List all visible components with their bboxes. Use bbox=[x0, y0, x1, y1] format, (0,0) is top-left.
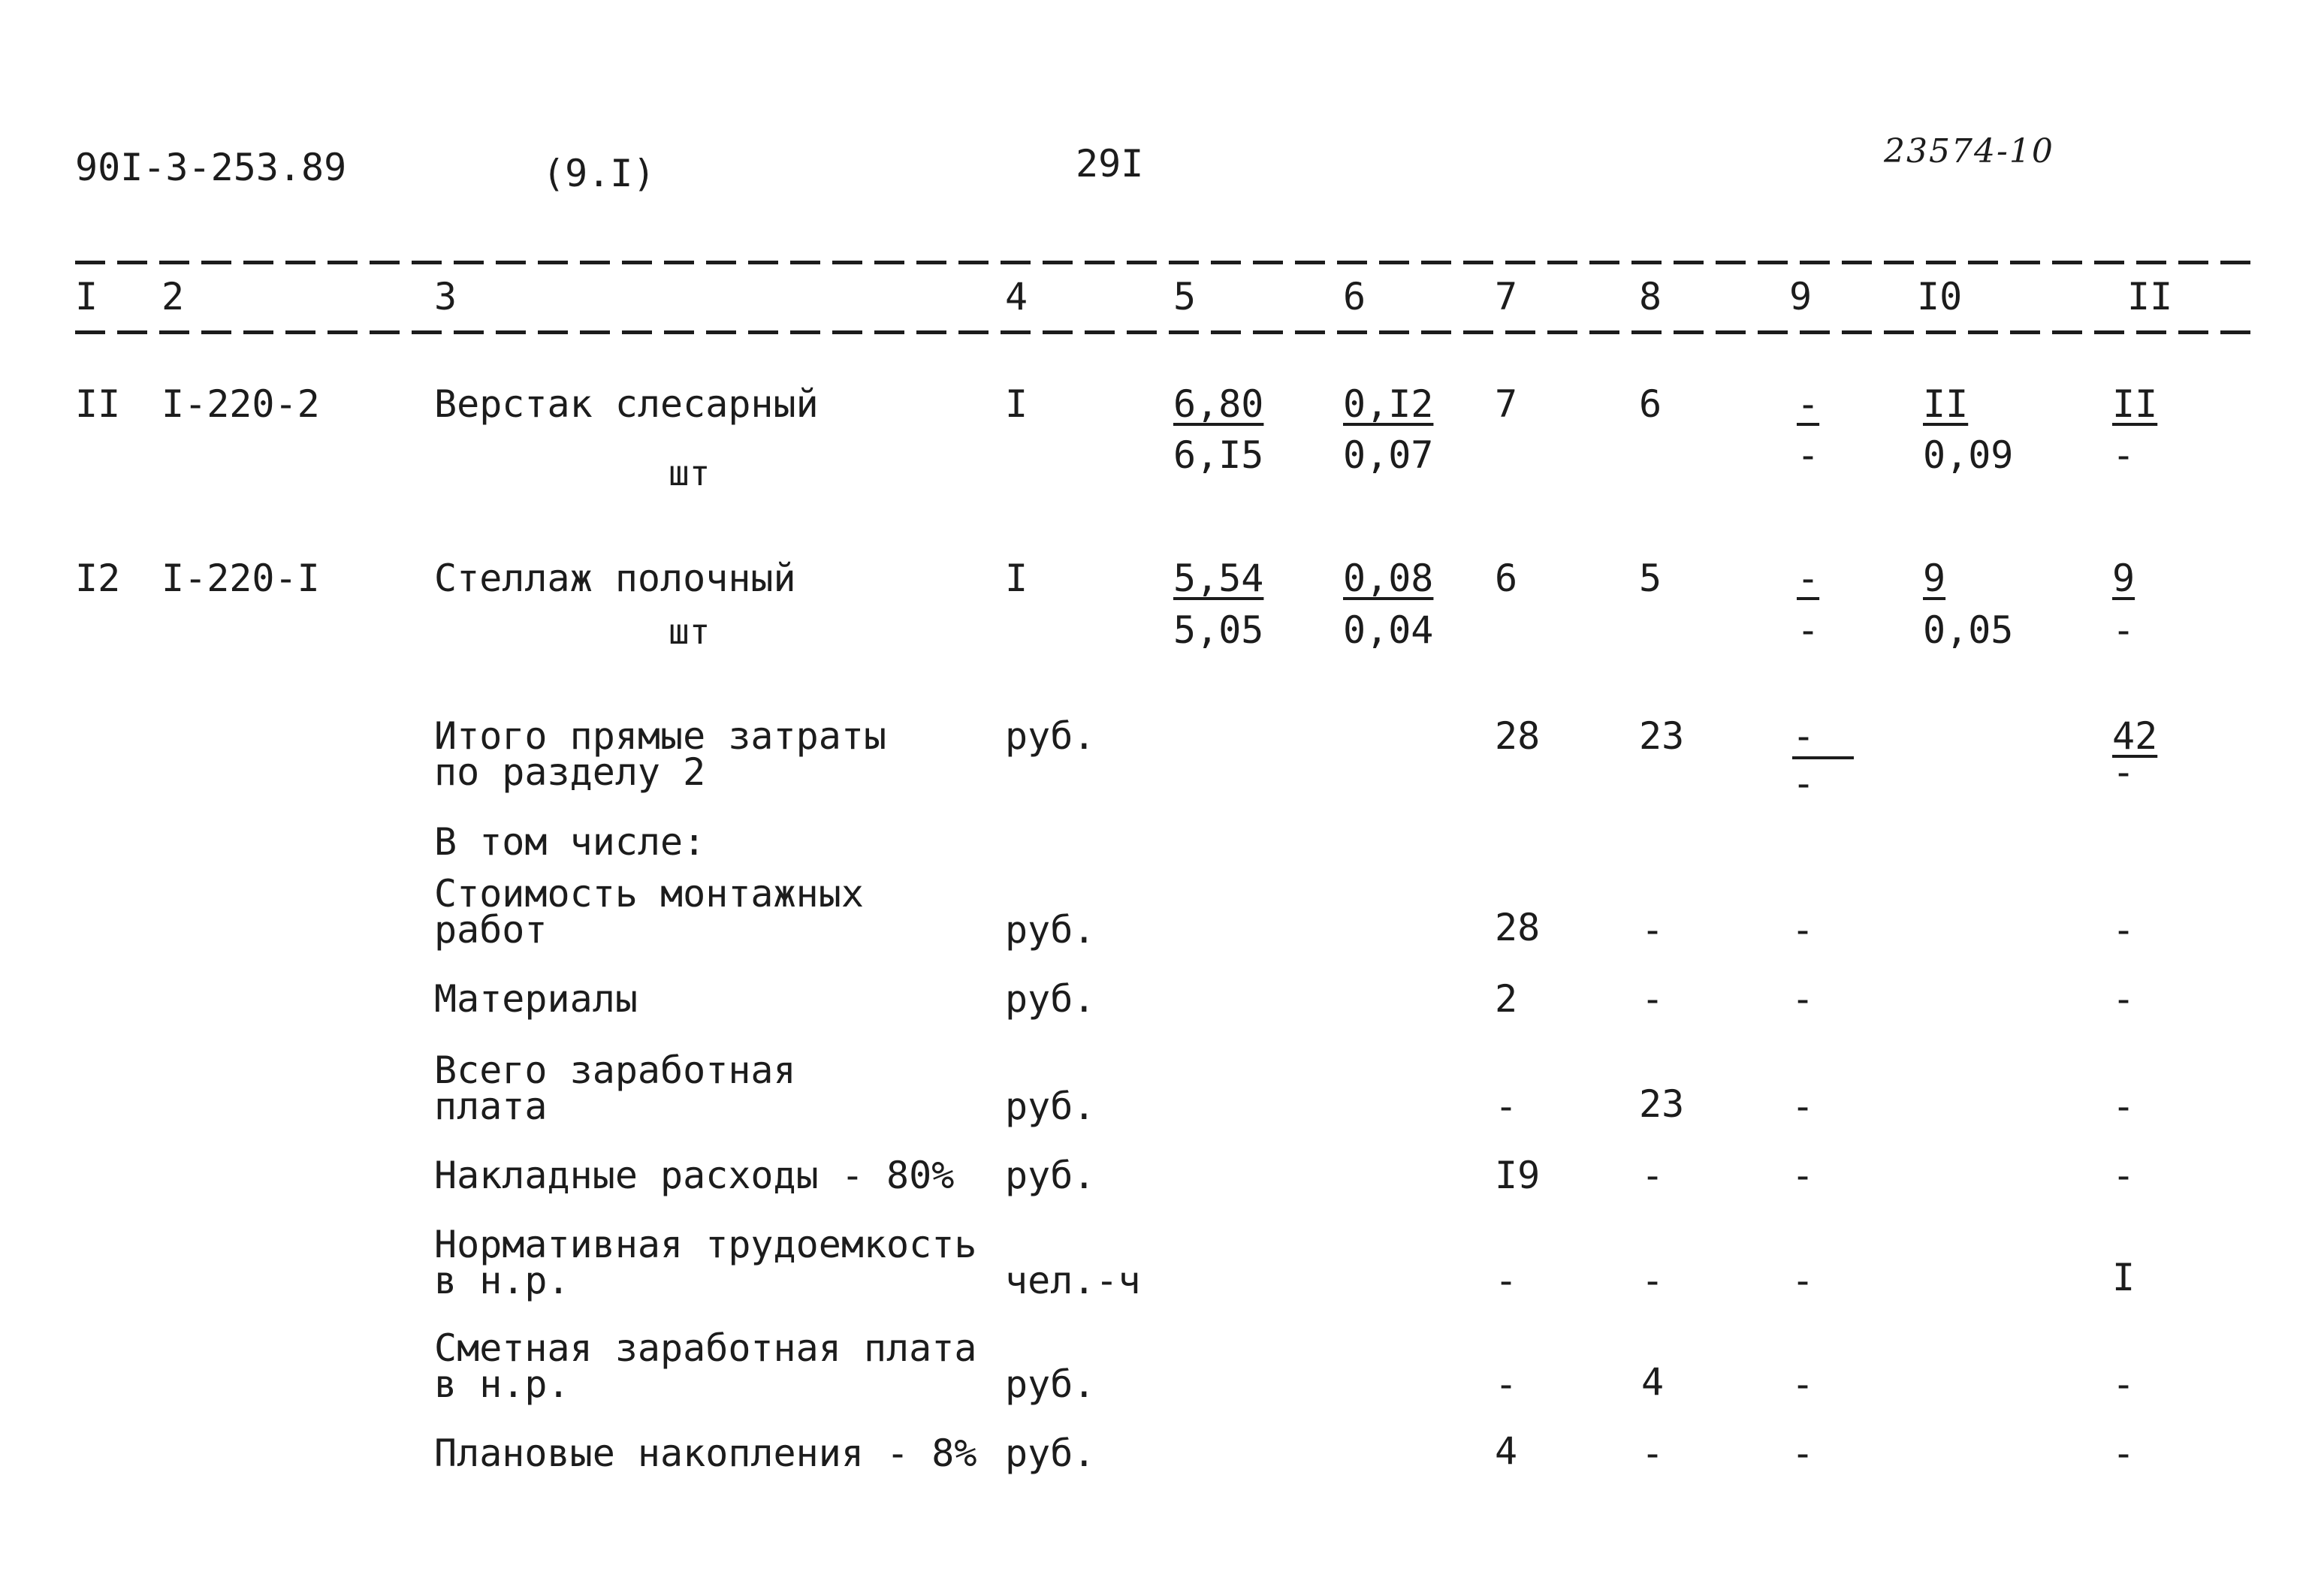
col11-top: 9 bbox=[2112, 557, 2135, 600]
total-unit: руб. bbox=[1005, 714, 1096, 758]
breakdown-col11: - bbox=[2112, 977, 2135, 1021]
col9-bottom: - bbox=[1797, 433, 1820, 477]
total-label-line1: Итого прямые затраты bbox=[434, 714, 887, 758]
breakdown-col11: - bbox=[2112, 1085, 2135, 1128]
breakdown-unit: руб. bbox=[1005, 1432, 1096, 1475]
col8-value: 6 bbox=[1639, 382, 1662, 426]
breakdown-col11: - bbox=[2112, 1154, 2135, 1197]
breakdown-col11: - bbox=[2112, 908, 2135, 952]
breakdown-label-line1: Нормативная трудоемкость bbox=[434, 1223, 977, 1266]
section-number: (9.I) bbox=[542, 152, 656, 195]
row-code: I-220-I bbox=[161, 557, 320, 600]
breakdown-label-line1: Сметная заработная плата bbox=[434, 1326, 977, 1370]
col6-top: 0,08 bbox=[1343, 557, 1434, 600]
total-col7: 28 bbox=[1495, 714, 1541, 758]
breakdown-label-line2: работ bbox=[434, 908, 548, 952]
row-unit: шт bbox=[669, 453, 711, 493]
breakdown-label-line2: в н.р. bbox=[434, 1259, 570, 1302]
column-number-3: 3 bbox=[434, 275, 457, 318]
col6-bottom: 0,04 bbox=[1343, 608, 1434, 652]
column-number-9: 9 bbox=[1789, 275, 1813, 318]
breakdown-label-line1: Стоимость монтажных bbox=[434, 872, 864, 916]
column-number-4: 4 bbox=[1005, 275, 1028, 318]
col10-top: II bbox=[1923, 382, 1969, 426]
breakdown-label-line1: Плановые накопления - 8% bbox=[434, 1432, 977, 1475]
breakdown-unit: руб. bbox=[1005, 1154, 1096, 1197]
breakdown-col7: - bbox=[1495, 1259, 1518, 1302]
breakdown-col9: - bbox=[1791, 1259, 1815, 1302]
breakdown-col11: - bbox=[2112, 1432, 2135, 1475]
col8-value: 5 bbox=[1639, 557, 1662, 600]
col6-bottom: 0,07 bbox=[1343, 433, 1434, 477]
breakdown-col7: 2 bbox=[1495, 977, 1518, 1021]
col5-bottom: 5,05 bbox=[1173, 608, 1264, 652]
breakdown-label-line1: Всего заработная bbox=[434, 1048, 796, 1092]
breakdown-col9: - bbox=[1791, 1432, 1815, 1475]
breakdown-col11: - bbox=[2112, 1362, 2135, 1406]
col11-top: II bbox=[2112, 382, 2158, 426]
breakdown-unit: руб. bbox=[1005, 908, 1096, 952]
breakdown-col7: I9 bbox=[1495, 1154, 1541, 1197]
breakdown-col11: I bbox=[2112, 1256, 2135, 1299]
col7-value: 6 bbox=[1495, 557, 1518, 600]
breakdown-unit: чел.-ч bbox=[1005, 1259, 1141, 1302]
row-code: I-220-2 bbox=[161, 382, 320, 426]
column-number-1: I bbox=[75, 275, 98, 318]
breakdown-col8: 23 bbox=[1639, 1082, 1685, 1126]
total-label-line2: по разделу 2 bbox=[434, 750, 706, 794]
col11-bottom: - bbox=[2112, 608, 2135, 652]
breakdown-col7: - bbox=[1495, 1362, 1518, 1406]
column-number-11: II bbox=[2127, 275, 2173, 318]
breakdown-col7: 28 bbox=[1495, 906, 1541, 949]
row-unit: шт bbox=[669, 611, 711, 652]
breakdown-col9: - bbox=[1791, 908, 1815, 952]
breakdown-col9: - bbox=[1791, 1362, 1815, 1406]
including-label: В том числе: bbox=[434, 820, 706, 864]
col9-top: - bbox=[1797, 557, 1820, 600]
breakdown-col8: 4 bbox=[1641, 1360, 1665, 1404]
breakdown-col9: - bbox=[1791, 1085, 1815, 1128]
breakdown-col8: - bbox=[1641, 1154, 1665, 1197]
col10-bottom: 0,09 bbox=[1923, 433, 2014, 477]
breakdown-unit: руб. bbox=[1005, 1362, 1096, 1406]
col11-bottom: - bbox=[2112, 433, 2135, 477]
col7-value: 7 bbox=[1495, 382, 1518, 426]
column-number-7: 7 bbox=[1495, 275, 1518, 318]
header-top-rule bbox=[75, 261, 2261, 264]
col5-bottom: 6,I5 bbox=[1173, 433, 1264, 477]
breakdown-col8: - bbox=[1641, 908, 1665, 952]
page-number: 29I bbox=[1076, 142, 1144, 186]
total-col11: 42 bbox=[2112, 714, 2158, 758]
col5-top: 6,80 bbox=[1173, 382, 1264, 426]
col6-top: 0,I2 bbox=[1343, 382, 1434, 426]
breakdown-col7: 4 bbox=[1495, 1429, 1518, 1473]
col9-bottom: - bbox=[1797, 608, 1820, 652]
breakdown-col8: - bbox=[1641, 1259, 1665, 1302]
row-quantity: I bbox=[1005, 382, 1028, 426]
breakdown-unit: руб. bbox=[1005, 1085, 1096, 1128]
row-name: Верстак слесарный bbox=[434, 382, 819, 426]
breakdown-col8: - bbox=[1641, 1432, 1665, 1475]
breakdown-unit: руб. bbox=[1005, 977, 1096, 1021]
column-number-5: 5 bbox=[1173, 275, 1197, 318]
breakdown-label-line2: плата bbox=[434, 1085, 548, 1128]
column-number-2: 2 bbox=[161, 275, 185, 318]
breakdown-label-line1: Материалы bbox=[434, 977, 638, 1021]
row-number: I2 bbox=[75, 557, 121, 600]
total-col9-dash: - bbox=[1792, 762, 1816, 805]
col9-top: - bbox=[1797, 382, 1820, 426]
inventory-number: 23574-10 bbox=[1884, 132, 2054, 170]
column-number-10: I0 bbox=[1917, 275, 1963, 318]
col5-top: 5,54 bbox=[1173, 557, 1264, 600]
breakdown-col9: - bbox=[1791, 977, 1815, 1021]
row-quantity: I bbox=[1005, 557, 1028, 600]
total-col8: 23 bbox=[1639, 714, 1685, 758]
row-name: Стеллаж полочный bbox=[434, 557, 796, 600]
document-code: 90I-3-253.89 bbox=[75, 146, 347, 189]
total-col11-dash: - bbox=[2112, 750, 2135, 794]
row-number: II bbox=[75, 382, 121, 426]
col10-bottom: 0,05 bbox=[1923, 608, 2014, 652]
breakdown-col9: - bbox=[1791, 1154, 1815, 1197]
col10-top: 9 bbox=[1923, 557, 1946, 600]
breakdown-col8: - bbox=[1641, 977, 1665, 1021]
breakdown-col7: - bbox=[1495, 1085, 1518, 1128]
breakdown-label-line2: в н.р. bbox=[434, 1362, 570, 1406]
header-bottom-rule bbox=[75, 330, 2261, 334]
column-number-8: 8 bbox=[1639, 275, 1662, 318]
total-col9: - bbox=[1792, 717, 1854, 759]
breakdown-label-line1: Накладные расходы - 80% bbox=[434, 1154, 955, 1197]
column-number-6: 6 bbox=[1343, 275, 1366, 318]
